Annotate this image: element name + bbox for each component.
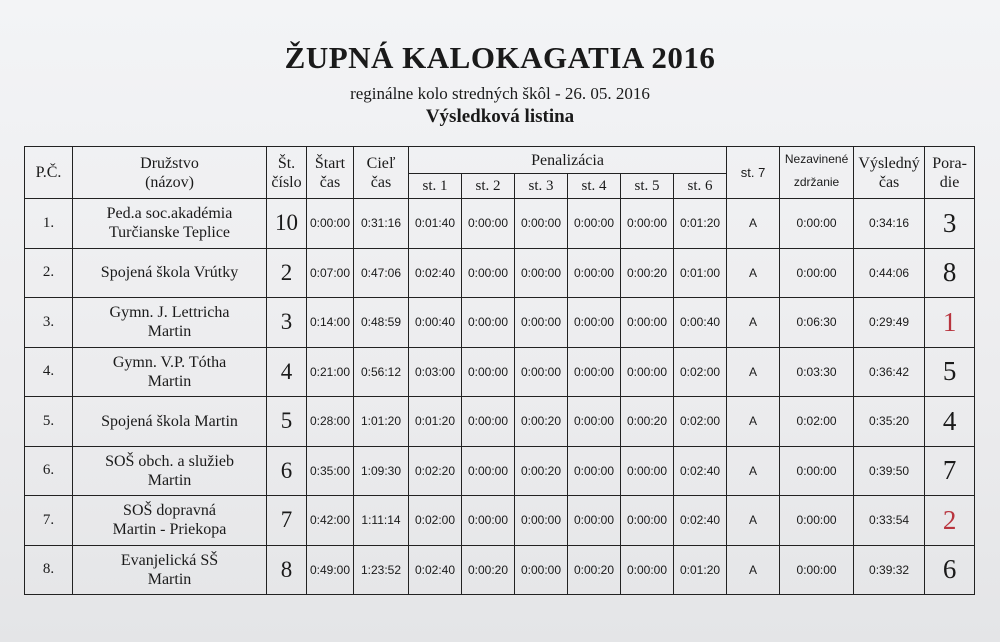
col-header-st3: st. 3 bbox=[515, 174, 568, 199]
start-time: 0:28:00 bbox=[307, 397, 354, 447]
col-header-rank: Pora- die bbox=[925, 147, 975, 199]
start-number: 8 bbox=[267, 545, 307, 595]
finish-time: 1:23:52 bbox=[354, 545, 409, 595]
start-time: 0:00:00 bbox=[307, 199, 354, 249]
penalty-st2: 0:00:00 bbox=[462, 397, 515, 447]
station-7: A bbox=[727, 248, 780, 298]
penalty-st6: 0:02:00 bbox=[674, 397, 727, 447]
row-position: 7. bbox=[25, 496, 73, 546]
start-number: 3 bbox=[267, 298, 307, 348]
rank: 3 bbox=[925, 199, 975, 249]
penalty-st2: 0:00:00 bbox=[462, 496, 515, 546]
penalty-st5: 0:00:00 bbox=[621, 298, 674, 348]
finish-time: 0:47:06 bbox=[354, 248, 409, 298]
delay-time: 0:00:00 bbox=[780, 496, 854, 546]
penalty-st4: 0:00:00 bbox=[568, 298, 621, 348]
penalty-st1: 0:02:20 bbox=[409, 446, 462, 496]
table-row bbox=[25, 199, 975, 249]
col-header-pc: P.Č. bbox=[25, 147, 73, 199]
table-row bbox=[25, 298, 975, 348]
penalty-st4: 0:00:00 bbox=[568, 397, 621, 447]
rank-highlighted: 2 bbox=[925, 496, 975, 546]
station-7: A bbox=[727, 298, 780, 348]
col-header-st7: st. 7 bbox=[727, 147, 780, 199]
penalty-st6: 0:02:40 bbox=[674, 496, 727, 546]
start-time: 0:35:00 bbox=[307, 446, 354, 496]
col-header-st1: st. 1 bbox=[409, 174, 462, 199]
finish-time: 1:09:30 bbox=[354, 446, 409, 496]
table-row bbox=[25, 347, 975, 397]
delay-time: 0:03:30 bbox=[780, 347, 854, 397]
penalty-st3: 0:00:20 bbox=[515, 397, 568, 447]
col-header-start: Štart čas bbox=[307, 147, 354, 199]
delay-time: 0:00:00 bbox=[780, 199, 854, 249]
penalty-st1: 0:02:00 bbox=[409, 496, 462, 546]
table-row bbox=[25, 496, 975, 546]
station-7: A bbox=[727, 397, 780, 447]
penalty-st3: 0:00:00 bbox=[515, 248, 568, 298]
penalty-st5: 0:00:00 bbox=[621, 446, 674, 496]
col-header-st5: st. 5 bbox=[621, 174, 674, 199]
result-time: 0:34:16 bbox=[854, 199, 925, 249]
start-number: 10 bbox=[267, 199, 307, 249]
penalty-st3: 0:00:00 bbox=[515, 496, 568, 546]
row-position: 6. bbox=[25, 446, 73, 496]
penalty-st5: 0:00:20 bbox=[621, 397, 674, 447]
delay-time: 0:06:30 bbox=[780, 298, 854, 348]
start-time: 0:07:00 bbox=[307, 248, 354, 298]
team-name: Spojená škola Vrútky bbox=[73, 248, 267, 298]
penalty-st4: 0:00:20 bbox=[568, 545, 621, 595]
penalty-st4: 0:00:00 bbox=[568, 446, 621, 496]
result-time: 0:29:49 bbox=[854, 298, 925, 348]
row-position: 8. bbox=[25, 545, 73, 595]
penalty-st4: 0:00:00 bbox=[568, 347, 621, 397]
penalty-st6: 0:01:20 bbox=[674, 545, 727, 595]
row-position: 4. bbox=[25, 347, 73, 397]
finish-time: 1:01:20 bbox=[354, 397, 409, 447]
penalty-st6: 0:02:40 bbox=[674, 446, 727, 496]
team-name: Gymn. J. Lettricha Martin bbox=[73, 298, 267, 348]
penalty-st1: 0:01:20 bbox=[409, 397, 462, 447]
start-number: 6 bbox=[267, 446, 307, 496]
col-header-result: Výsledný čas bbox=[854, 147, 925, 199]
col-header-number: Št. číslo bbox=[267, 147, 307, 199]
start-number: 4 bbox=[267, 347, 307, 397]
start-time: 0:21:00 bbox=[307, 347, 354, 397]
team-name: Gymn. V.P. Tótha Martin bbox=[73, 347, 267, 397]
delay-time: 0:00:00 bbox=[780, 248, 854, 298]
result-time: 0:33:54 bbox=[854, 496, 925, 546]
team-name: SOŠ obch. a služieb Martin bbox=[73, 446, 267, 496]
penalty-st3: 0:00:20 bbox=[515, 446, 568, 496]
row-position: 3. bbox=[25, 298, 73, 348]
finish-time: 0:56:12 bbox=[354, 347, 409, 397]
table-row bbox=[25, 248, 975, 298]
document-title: ŽUPNÁ KALOKAGATIA 2016 bbox=[284, 40, 716, 75]
finish-time: 1:11:14 bbox=[354, 496, 409, 546]
team-name: Spojená škola Martin bbox=[73, 397, 267, 447]
result-time: 0:39:32 bbox=[854, 545, 925, 595]
col-header-finish: Cieľ čas bbox=[354, 147, 409, 199]
table-row bbox=[25, 397, 975, 447]
team-name: Ped.a soc.akadémia Turčianske Teplice bbox=[73, 199, 267, 249]
penalty-st5: 0:00:00 bbox=[621, 545, 674, 595]
table-header bbox=[25, 147, 975, 199]
penalty-st4: 0:00:00 bbox=[568, 496, 621, 546]
rank: 8 bbox=[925, 248, 975, 298]
col-header-team: Družstvo (názov) bbox=[73, 147, 267, 199]
station-7: A bbox=[727, 545, 780, 595]
row-position: 2. bbox=[25, 248, 73, 298]
team-name: SOŠ dopravná Martin - Priekopa bbox=[73, 496, 267, 546]
penalty-st6: 0:00:40 bbox=[674, 298, 727, 348]
rank: 6 bbox=[925, 545, 975, 595]
start-number: 5 bbox=[267, 397, 307, 447]
document-subtitle: reginálne kolo stredných škôl - 26. 05. 2016 bbox=[350, 84, 650, 103]
start-time: 0:42:00 bbox=[307, 496, 354, 546]
penalty-st1: 0:02:40 bbox=[409, 248, 462, 298]
penalty-st3: 0:00:00 bbox=[515, 545, 568, 595]
station-7: A bbox=[727, 347, 780, 397]
penalty-st4: 0:00:00 bbox=[568, 199, 621, 249]
penalty-st2: 0:00:20 bbox=[462, 545, 515, 595]
table-row bbox=[25, 446, 975, 496]
document-heading: Výsledková listina bbox=[425, 106, 575, 127]
penalty-st6: 0:01:00 bbox=[674, 248, 727, 298]
col-header-st2: st. 2 bbox=[462, 174, 515, 199]
station-7: A bbox=[727, 199, 780, 249]
penalty-st4: 0:00:00 bbox=[568, 248, 621, 298]
rank: 4 bbox=[925, 397, 975, 447]
penalty-st3: 0:00:00 bbox=[515, 199, 568, 249]
station-7: A bbox=[727, 496, 780, 546]
result-time: 0:36:42 bbox=[854, 347, 925, 397]
penalty-st1: 0:00:40 bbox=[409, 298, 462, 348]
col-header-st4: st. 4 bbox=[568, 174, 621, 199]
rank: 5 bbox=[925, 347, 975, 397]
delay-time: 0:02:00 bbox=[780, 397, 854, 447]
penalty-st6: 0:02:00 bbox=[674, 347, 727, 397]
penalty-st2: 0:00:00 bbox=[462, 347, 515, 397]
col-header-penalty: Penalizácia bbox=[409, 147, 727, 174]
penalty-st2: 0:00:00 bbox=[462, 446, 515, 496]
penalty-st5: 0:00:00 bbox=[621, 199, 674, 249]
start-time: 0:14:00 bbox=[307, 298, 354, 348]
delay-time: 0:00:00 bbox=[780, 446, 854, 496]
penalty-st3: 0:00:00 bbox=[515, 347, 568, 397]
penalty-st1: 0:02:40 bbox=[409, 545, 462, 595]
col-header-delay: Nezavinené zdržanie bbox=[780, 147, 854, 199]
finish-time: 0:31:16 bbox=[354, 199, 409, 249]
results-table bbox=[24, 146, 975, 595]
penalty-st5: 0:00:20 bbox=[621, 248, 674, 298]
result-time: 0:35:20 bbox=[854, 397, 925, 447]
penalty-st6: 0:01:20 bbox=[674, 199, 727, 249]
table-row bbox=[25, 545, 975, 595]
row-position: 5. bbox=[25, 397, 73, 447]
station-7: A bbox=[727, 446, 780, 496]
result-time: 0:44:06 bbox=[854, 248, 925, 298]
penalty-st2: 0:00:00 bbox=[462, 298, 515, 348]
penalty-st1: 0:03:00 bbox=[409, 347, 462, 397]
finish-time: 0:48:59 bbox=[354, 298, 409, 348]
penalty-st2: 0:00:00 bbox=[462, 199, 515, 249]
rank: 7 bbox=[925, 446, 975, 496]
team-name: Evanjelická SŠ Martin bbox=[73, 545, 267, 595]
penalty-st5: 0:00:00 bbox=[621, 347, 674, 397]
table-body bbox=[25, 199, 975, 595]
start-number: 2 bbox=[267, 248, 307, 298]
penalty-st3: 0:00:00 bbox=[515, 298, 568, 348]
rank-highlighted: 1 bbox=[925, 298, 975, 348]
penalty-st2: 0:00:00 bbox=[462, 248, 515, 298]
start-number: 7 bbox=[267, 496, 307, 546]
penalty-st5: 0:00:00 bbox=[621, 496, 674, 546]
col-header-st6: st. 6 bbox=[674, 174, 727, 199]
penalty-st1: 0:01:40 bbox=[409, 199, 462, 249]
start-time: 0:49:00 bbox=[307, 545, 354, 595]
row-position: 1. bbox=[25, 199, 73, 249]
result-time: 0:39:50 bbox=[854, 446, 925, 496]
delay-time: 0:00:00 bbox=[780, 545, 854, 595]
